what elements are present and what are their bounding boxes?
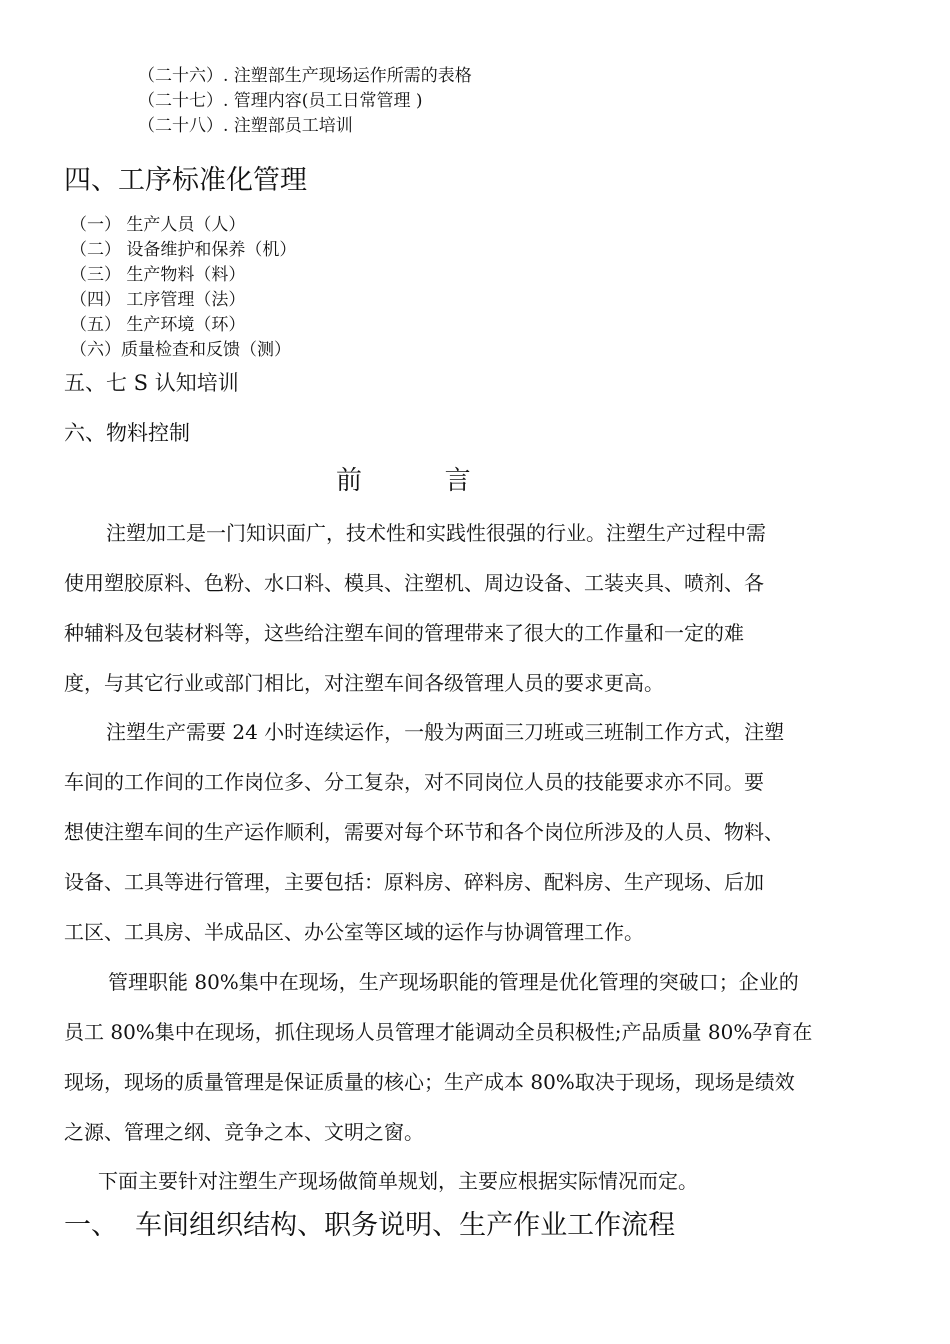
- section5-heading: 五、七 S 认知培训: [64, 371, 239, 395]
- preface-line: 注塑加工是一门知识面广，技术性和实践性很强的行业。注塑生产过程中需: [106, 521, 766, 545]
- preface-line: 注塑生产需要 24 小时连续运作，一般为两面三刀班或三班制工作方式，注塑: [106, 720, 785, 744]
- preface-line: 设备、工具等进行管理，主要包括：原料房、碎料房、配料房、生产现场、后加: [64, 870, 764, 894]
- preface-title: 前 言: [336, 466, 471, 496]
- toc-entry-26: （二十六）. 注塑部生产现场运作所需的表格: [138, 66, 472, 86]
- preface-line: 种辅料及包装材料等，这些给注塑车间的管理带来了很大的工作量和一定的难: [64, 621, 744, 645]
- preface-line: 下面主要针对注塑生产现场做简单规划，主要应根据实际情况而定。: [98, 1169, 698, 1193]
- section4-item-5: （五） 生产环境（环）: [70, 315, 246, 335]
- section1-heading: 一、 车间组织结构、职务说明、生产作业工作流程: [64, 1210, 676, 1241]
- section6-heading: 六、物料控制: [64, 421, 190, 445]
- preface-line: 使用塑胶原料、色粉、水口料、模具、注塑机、周边设备、工装夹具、喷剂、各: [64, 571, 764, 595]
- preface-line: 现场，现场的质量管理是保证质量的核心；生产成本 80%取决于现场，现场是绩效: [64, 1070, 795, 1094]
- preface-line: 之源、管理之纲、竞争之本、文明之窗。: [64, 1120, 424, 1144]
- preface-line: 车间的工作间的工作岗位多、分工复杂，对不同岗位人员的技能要求亦不同。要: [64, 770, 764, 794]
- section4-item-6: （六）质量检查和反馈（测）: [70, 340, 291, 360]
- preface-line: 管理职能 80%集中在现场，生产现场职能的管理是优化管理的突破口；企业的: [108, 970, 799, 994]
- preface-line: 工区、工具房、半成品区、办公室等区域的运作与协调管理工作。: [64, 920, 644, 944]
- section4-item-3: （三） 生产物料（料）: [70, 265, 246, 285]
- section4-heading: 四、工序标准化管理: [64, 165, 307, 196]
- section4-item-2: （二） 设备维护和保养（机）: [70, 240, 297, 260]
- toc-entry-27: （二十七）. 管理内容(员工日常管理 ): [138, 91, 423, 111]
- section4-item-4: （四） 工序管理（法）: [70, 290, 246, 310]
- toc-entry-28: （二十八）. 注塑部员工培训: [138, 116, 353, 136]
- section4-item-1: （一） 生产人员（人）: [70, 215, 246, 235]
- preface-line: 想使注塑车间的生产运作顺利，需要对每个环节和各个岗位所涉及的人员、物料、: [64, 820, 784, 844]
- preface-line: 员工 80%集中在现场，抓住现场人员管理才能调动全员积极性;产品质量 80%孕育在: [64, 1020, 813, 1044]
- preface-line: 度，与其它行业或部门相比，对注塑车间各级管理人员的要求更高。: [64, 671, 664, 695]
